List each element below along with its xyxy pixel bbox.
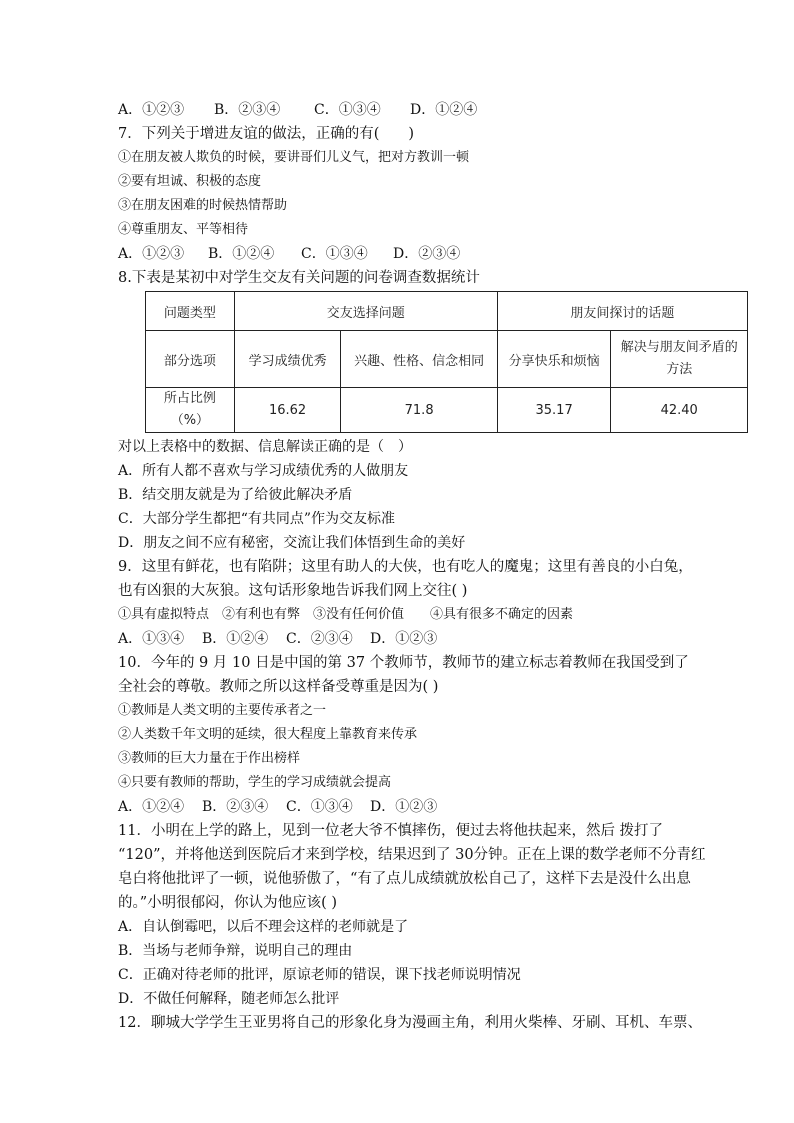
q11-choice-d: D．不做任何解释，随老师怎么批评 xyxy=(118,991,340,1007)
q8-choice-a: A．所有人都不喜欢与学习成绩优秀的人做朋友 xyxy=(118,463,409,479)
cell-group2: 朋友间探讨的话题 xyxy=(497,292,747,331)
q11-stem-line1: 11．小明在上学的路上，见到一位老大爷不慎摔伤，便过去将他扶起来，然后 拨打了 xyxy=(118,823,664,839)
q12-stem-line1: 12．聊城大学学生王亚男将自己的形象化身为漫画主角，利用火柴棒、牙刷、耳机、车票、 xyxy=(118,1015,702,1031)
q8-choice-d: D．朋友之间不应有秘密，交流让我们体悟到生命的美好 xyxy=(118,535,466,551)
q6-options xyxy=(118,98,748,122)
q9-items: ①具有虚拟特点 ②有利也有弊 ③没有任何价值 ④具有很多不确定的因素 xyxy=(118,607,574,622)
q9-stem-line2: 也有凶狠的大灰狼。这句话形象地告诉我们网上交往( ) xyxy=(118,583,468,599)
q9-option-b: B．①②④ xyxy=(202,631,269,647)
q11-choice-a: A．自认倒霉吧，以后不理会这样的老师就是了 xyxy=(118,919,409,935)
q7-item-1: ①在朋友被人欺负的时候，要讲哥们儿义气，把对方教训一顿 xyxy=(118,150,470,165)
q10-item-2: ②人类数千年文明的延续，很大程度上靠教育来传承 xyxy=(118,727,418,742)
q10-item-3: ③教师的巨大力量在于作出榜样 xyxy=(118,751,301,766)
cell-value-2: 71.8 xyxy=(341,388,497,433)
q7-option-a: A．①②③ xyxy=(118,246,185,262)
q10-options xyxy=(118,795,748,819)
q11-stem-line3: 皂白将他批评了一顿，说他骄傲了，“有了点儿成绩就放松自己了，这样下去是没什么出息 xyxy=(118,871,691,887)
q8-stem: 8.下表是某初中对学生交友有关问题的问卷调查数据统计 xyxy=(118,270,480,286)
q10-stem-line2: 全社会的尊敬。教师之所以这样备受尊重是因为( ) xyxy=(118,679,439,695)
survey-table xyxy=(145,291,748,433)
q6-option-b: B．②③④ xyxy=(214,102,281,118)
table-row xyxy=(146,331,748,388)
q7-option-b: B．①②④ xyxy=(208,246,275,262)
cell-option-2: 兴趣、性格、信念相同 xyxy=(341,331,497,388)
q7-options xyxy=(118,242,748,266)
cell-ratio-header: 所占比例（%） xyxy=(146,388,235,433)
q6-option-c: C．①③④ xyxy=(314,102,381,118)
q10-option-c: C．①③④ xyxy=(286,799,353,815)
q7-option-d: D．②③④ xyxy=(393,246,461,262)
q9-option-c: C．②③④ xyxy=(286,631,353,647)
q8-question: 对以上表格中的数据、信息解读正确的是（ ） xyxy=(118,439,412,455)
exam-page xyxy=(118,96,748,1035)
q9-options xyxy=(118,627,748,651)
q9-stem-line1: 9．这里有鲜花，也有陷阱；这里有助人的大侠，也有吃人的魔鬼；这里有善良的小白兔， xyxy=(118,559,693,575)
cell-option-3: 分享快乐和烦恼 xyxy=(497,331,611,388)
q10-option-b: B．②③④ xyxy=(202,799,269,815)
q6-option-d: D．①②④ xyxy=(410,102,478,118)
table-row xyxy=(146,388,748,433)
q8-choice-c: C．大部分学生都把“有共同点”作为交友标准 xyxy=(118,511,396,527)
cell-type-header: 问题类型 xyxy=(146,292,235,331)
q9-option-d: D．①②③ xyxy=(370,631,438,647)
q7-item-3: ③在朋友困难的时候热情帮助 xyxy=(118,198,288,213)
cell-option-4: 解决与朋友间矛盾的方法 xyxy=(611,331,748,388)
q7-option-c: C．①③④ xyxy=(301,246,368,262)
cell-option-1: 学习成绩优秀 xyxy=(234,331,341,388)
q11-choice-b: B．当场与老师争辩，说明自己的理由 xyxy=(118,943,353,959)
q11-stem-line2: “120”，并将他送到医院后才来到学校，结果迟到了 30分钟。正在上课的数学老师不分青红 xyxy=(118,847,706,863)
cell-value-3: 35.17 xyxy=(497,388,611,433)
q10-stem-line1: 10．今年的 9 月 10 日是中国的第 37 个教师节，教师节的建立标志着教师在我国受到了 xyxy=(118,655,689,671)
q10-option-d: D．①②③ xyxy=(370,799,438,815)
cell-group1: 交友选择问题 xyxy=(234,292,497,331)
cell-value-1: 16.62 xyxy=(234,388,341,433)
q7-item-2: ②要有坦诚、积极的态度 xyxy=(118,174,262,189)
q10-item-1: ①教师是人类文明的主要传承者之一 xyxy=(118,703,327,718)
q7-stem: 7．下列关于增进友谊的做法，正确的有( ) xyxy=(118,126,415,142)
cell-option-header: 部分选项 xyxy=(146,331,235,388)
q6-option-a: A．①②③ xyxy=(118,102,185,118)
cell-value-4: 42.40 xyxy=(611,388,748,433)
q10-option-a: A．①②④ xyxy=(118,799,185,815)
q8-choice-b: B．结交朋友就是为了给彼此解决矛盾 xyxy=(118,487,353,503)
q7-item-4: ④尊重朋友、平等相待 xyxy=(118,222,249,237)
q9-option-a: A．①③④ xyxy=(118,631,185,647)
q10-item-4: ④只要有教师的帮助，学生的学习成绩就会提高 xyxy=(118,775,392,790)
q11-stem-line4: 的。”小明很郁闷，你认为他应该( ) xyxy=(118,895,338,911)
q11-choice-c: C．正确对待老师的批评，原谅老师的错误，课下找老师说明情况 xyxy=(118,967,521,983)
table-row xyxy=(146,292,748,331)
